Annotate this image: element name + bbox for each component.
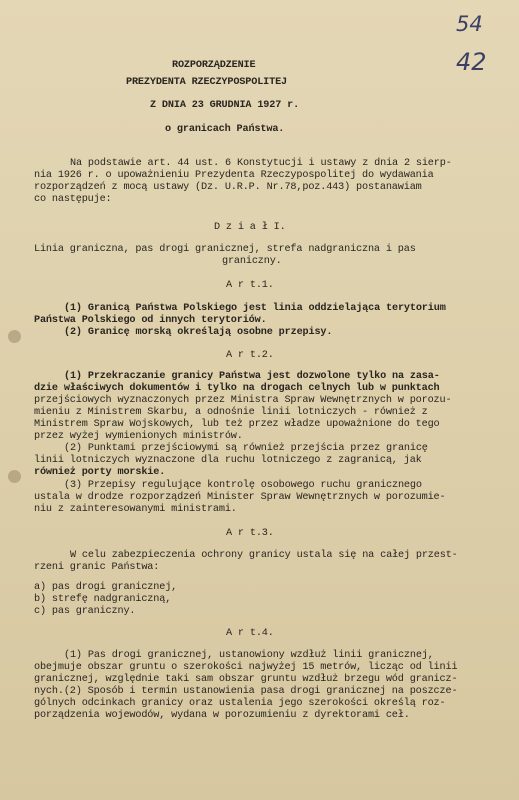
article-line: linii lotniczych wyznaczone dla ruchu lotniczego z zagranicą, jak — [34, 455, 422, 466]
section-title-line: graniczny. — [222, 256, 282, 267]
article-heading: A r t.3. — [226, 528, 274, 539]
article-line: porządzenia wojewodów, wydana w porozumieniu z dyrektorami ceł. — [34, 710, 410, 721]
preamble-line: rozporządzeń z mocą ustawy (Dz. U.R.P. Nr.78,poz.443) postanawiam — [34, 182, 422, 193]
doc-subject: o granicach Państwa. — [165, 124, 285, 135]
article-line: (3) Przepisy regulujące kontrolę osobowego ruchu granicznego — [64, 480, 422, 491]
article-line: obejmuje obszar gruntu o szerokości najwyżej 15 metrów, licząc od linii — [34, 662, 458, 673]
list-item: c) pas graniczny. — [34, 606, 136, 617]
list-item: b) strefę nadgraniczną, — [34, 594, 172, 605]
article-heading: A r t.2. — [226, 350, 274, 361]
article-line: Ministrem Spraw Wojskowych, lub też przez władze upoważnione do tego — [34, 419, 440, 430]
article-line: (2) Granicę morską określają osobne przepisy. — [64, 327, 333, 338]
section-heading: D z i a ł I. — [214, 222, 286, 233]
article-line: (1) Przekraczanie granicy Państwa jest dozwolone tylko na zasa- — [64, 371, 440, 382]
preamble-line: Na podstawie art. 44 ust. 6 Konstytucji i ustawy z dnia 2 sierp- — [70, 158, 452, 169]
binding-hole — [8, 330, 21, 343]
article-line: Państwa Polskiego od innych terytoriów. — [34, 315, 267, 326]
article-line: (1) Pas drogi granicznej, ustanowiony wzdłuż linii granicznej, — [64, 650, 434, 661]
article-line: przez wyżej wymienionych ministrów. — [34, 431, 243, 442]
article-line: (2) Punktami przejściowymi są również przejścia przez granicę — [64, 443, 428, 454]
handwritten-page-number-bottom: 42 — [456, 48, 487, 76]
doc-issuer: PREZYDENTA RZECZYPOSPOLITEJ — [126, 77, 288, 88]
article-line: nych.(2) Sposób i termin ustanowienia pasa drogi granicznej na poszcze- — [34, 686, 458, 697]
doc-date: Z DNIA 23 GRUDNIA 1927 r. — [150, 100, 300, 111]
handwritten-page-number-top: 54 — [456, 12, 483, 36]
article-line: dzie właściwych dokumentów i tylko na drogach celnych lub w punktach — [34, 383, 440, 394]
article-heading: A r t.4. — [226, 628, 274, 639]
article-line: rzeni granic Państwa: — [34, 562, 160, 573]
article-line: ustala w drodze rozporządzeń Minister Spraw Wewnętrznych w porozumie- — [34, 492, 446, 503]
article-line: przejściowych wyznaczonych przez Ministra Spraw Wewnętrznych w porozu- — [34, 395, 452, 406]
article-line: również porty morskie. — [34, 467, 166, 478]
article-line: W celu zabezpieczenia ochrony granicy ustala się na całej przest- — [70, 550, 458, 561]
article-line: granicznej, względnie taki sam obszar gruntu wzdłuż brzegu wód granicz- — [34, 674, 458, 685]
section-title-line: Linia graniczna, pas drogi granicznej, strefa nadgraniczna i pas — [34, 244, 416, 255]
preamble-line: nia 1926 r. o upoważnieniu Prezydenta Rzeczypospolitej do wydawania — [34, 170, 434, 181]
article-line: (1) Granicą Państwa Polskiego jest linia oddzielająca terytorium — [64, 303, 446, 314]
preamble-line: co następuje: — [34, 194, 112, 205]
article-heading: A r t.1. — [226, 280, 274, 291]
doc-title: ROZPORZĄDZENIE — [172, 60, 256, 71]
article-line: niu z zainteresowanymi ministrami. — [34, 504, 237, 515]
binding-hole — [8, 470, 21, 483]
article-line: gólnych odcinkach granicy oraz ustalenia jego szerokości określą roz- — [34, 698, 446, 709]
article-line: mieniu z Ministrem Skarbu, a odnośnie linii lotniczych - również z — [34, 407, 428, 418]
list-item: a) pas drogi granicznej, — [34, 582, 178, 593]
